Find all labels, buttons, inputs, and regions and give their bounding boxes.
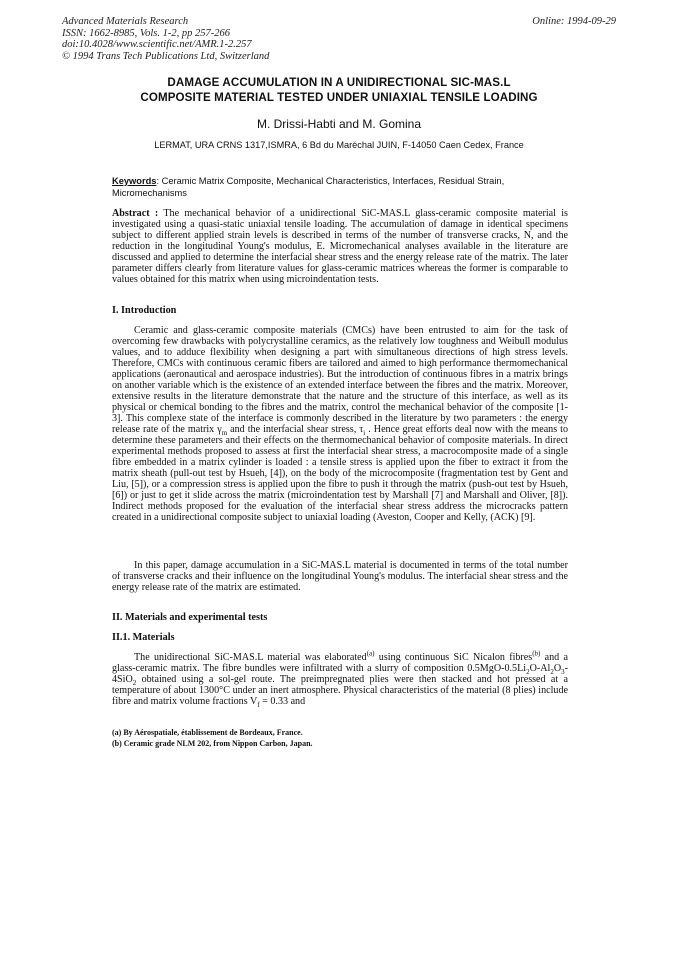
intro-text-a: Ceramic and glass-ceramic composite materials (CMCs) have been entrusted to aim for the task of overcoming few drawbacks with polycrystalline ceramics, as the relatively low toughness and Weibull modulus values, and to adduce flexibility when designing a part with simultaneous directions of high stress levels. Therefore, CMCs with continuous ceramic fibers are tailored and aimed to high performance thermomechanical applications (aeronautical and aerospace industries). But the introduction of continuous fibres in a matrix brings on another variable which is the existence of an extended interface between the fibres and the matrix. Moreover, extensive results in the literature demonstrate that the nature and the structure of this interface, as well as its physical or chemical bonding to the fibres and the matrix, control the mechanical behavior of the composite [1-3]. This complexe state of the interface is commonly described in the literature by two parameters : the energy release rate of the matrix γ: [112, 325, 568, 435]
journal-name: Advanced Materials Research: [62, 16, 189, 27]
subscript-i: i: [363, 429, 366, 438]
intro-text-b: and the interfacial shear stress, τ: [227, 424, 364, 435]
materials-text-a: The unidirectional SiC-MAS.L material was elaborated: [134, 652, 367, 663]
footnote-b: (b) Ceramic grade NLM 202, from Nippon Carbon, Japan.: [112, 738, 313, 748]
footnote-ref-b: (b): [532, 649, 541, 658]
subscript-2: 2: [550, 668, 554, 677]
authors: M. Drissi-Habti and M. Gomina: [256, 117, 422, 131]
materials-text-e: O: [553, 663, 562, 674]
subscript-2: 2: [132, 679, 137, 688]
title-line-1: DAMAGE ACCUMULATION IN A UNIDIRECTIONAL SIC-MAS.L: [167, 76, 511, 89]
abstract-text: The mechanical behavior of a unidirectional SiC-MAS.L glass-ceramic composite material is investigated using a quasi-static uniaxial tensile loading. The accumulation of damage in identical specimens subject to different applied strain levels is described in terms of the number of transverse cracks, N, and the reduction in the longitudinal Young's modulus, E. Micromechanical analyses available in the literature are discussed and applied to determine the interfacial shear stress and the energy release rate of the matrix. The later parameter differs clearly from literature values for glass-ceramic matrices whereas the former is comparable to values obtained for this matrix when using microindentation tests.: [112, 208, 568, 285]
footnote-ref-a: (a): [366, 649, 375, 658]
materials-text-b: using continuous SiC Nicalon fibres: [374, 652, 533, 663]
keywords-label: Keywords: [112, 176, 157, 186]
abstract: [112, 208, 568, 285]
title-line-2: COMPOSITE MATERIAL TESTED UNDER UNIAXIAL TENSILE LOADING: [140, 91, 538, 104]
materials-text-h: = 0.33 and: [259, 696, 306, 707]
section-heading-introduction: I. Introduction: [112, 305, 177, 316]
materials-text-g: obtained using a sol-gel route. The preimpregnated plies were then stacked and hot pressed at a temperature of about 1300°C under an inert atmosphere. Physical characteristics of the material (8 plies) include fibre and matrix volume fractions V: [112, 674, 568, 707]
footnote-a: (a) By Aérospatiale, établissement de Bordeaux, France.: [112, 728, 303, 737]
copyright-line: © 1994 Trans Tech Publications Ltd, Switzerland: [62, 50, 270, 62]
subsection-heading-materials: II.1. Materials: [112, 632, 175, 643]
materials-paragraph: [112, 649, 568, 710]
intro-paragraph-1: [112, 325, 568, 523]
keywords-text: : Ceramic Matrix Composite, Mechanical Characteristics, Interfaces, Residual Strain, Micromechanisms: [112, 176, 505, 198]
subscript-3: 3: [561, 668, 565, 677]
section-heading-materials: II. Materials and experimental tests: [112, 612, 268, 623]
materials-text-f: -4SiO: [112, 663, 568, 685]
paper-title: [62, 75, 616, 105]
intro-text-c: . Hence great efforts deal now with the means to determine these parameters and their effects on the thermomechanical behavior of composite materials. In direct experimental methods proposed to assess at first the interfacial shear stress, a macrocomposite made of a single fibre embedded in a matrix cylinder is loaded : a tensile stress is applied upon the fiber to extract it from the matrix sheath (pull-out test by Hsueh, [4]), on the body of the microcomposite (fragmentation test by Gent and Liu, [5]), or a compression stress is applied upon the fibre to push it through the matrix (push-out test by Hsueh, [6]) or just to get it slide across the matrix (microindentation test by Marshall [7] and Marshall and Oliver, [8]). Indirect methods proposed for the evaluation of the interfacial shear stress address the microcracks pattern created in a unidirectional composite subject to uniaxial loading (Aveston, Cooper and Kelly, (ACK) [9].: [112, 424, 569, 523]
materials-text-d: O-Al: [529, 663, 551, 674]
subscript-f: f: [257, 701, 260, 710]
materials-text-c: and a glass-ceramic matrix. The fibre bundles were infiltrated with a slurry of composition 0.5MgO-0.5Li: [112, 652, 568, 674]
doi-line: doi:10.4028/www.scientific.net/AMR.1-2.257: [62, 39, 252, 50]
online-date: Online: 1994-09-29: [532, 16, 616, 27]
journal-header: [62, 16, 616, 62]
affiliation: LERMAT, URA CRNS 1317,ISMRA, 6 Bd du Maréchal JUIN, F-14050 Caen Cedex, France: [154, 140, 524, 150]
intro-paragraph-2: In this paper, damage accumulation in a SiC-MAS.L material is documented in terms of the total number of transverse cracks and their influence on the longitudinal Young's modulus. The interfacial shear stress and the energy release rate of the matrix are estimated.: [112, 560, 568, 593]
abstract-label: Abstract :: [112, 208, 159, 219]
subscript-2: 2: [526, 668, 530, 677]
footnotes: [112, 728, 568, 749]
keywords: [112, 176, 568, 199]
subscript-m: m: [221, 429, 228, 438]
issn-line: ISSN: 1662-8985, Vols. 1-2, pp 257-266: [62, 27, 230, 39]
